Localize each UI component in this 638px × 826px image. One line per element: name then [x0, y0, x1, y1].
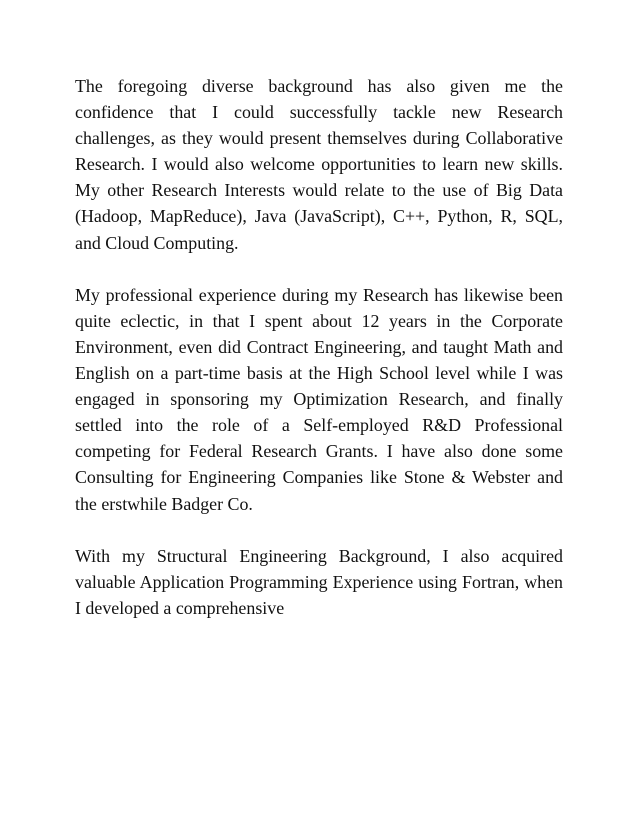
paragraph-structural-engineering: With my Structural Engineering Background, I also acquired valuable Application Programming Experience using Fortran, when I developed a comprehensive — [75, 545, 563, 618]
document-page — [75, 73, 563, 647]
paragraph-background: The foregoing diverse background has also given me the confidence that I could successfully tackle new Research challenges, as they would present themselves during Collaborative Research. I would also welcome opportunities to learn new skills. My other Research Interests would relate to the use of Big Data (Hadoop, MapReduce), Java (JavaScript), C++, Python, R, SQL, and Cloud Computing. — [75, 76, 563, 253]
paragraph-professional-experience: My professional experience during my Research has likewise been quite eclectic, in that I spent about 12 years in the Corporate Environment, even did Contract Engineering, and taught Math and English on a part-time basis at the High School level while I was engaged in sponsoring my Optimization Research, and finally settled into the role of a Self-employed R&D Professional competing for Federal Research Grants. I have also done some Consulting for Engineering Companies like Stone & Webster and the erstwhile Badger Co. — [75, 284, 563, 514]
